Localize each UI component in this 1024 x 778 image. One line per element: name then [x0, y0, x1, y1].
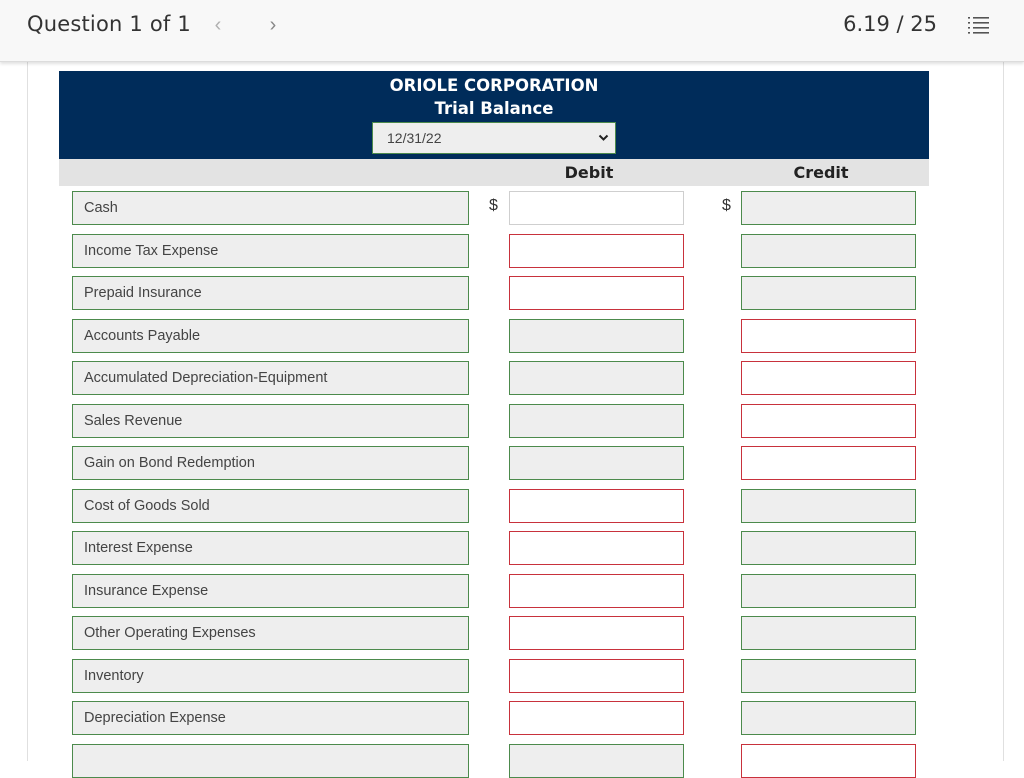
- table-row: [0, 616, 1024, 650]
- credit-amount-input[interactable]: [741, 574, 916, 608]
- debit-amount-input[interactable]: [509, 319, 684, 353]
- debit-dollar-sign: $: [489, 197, 498, 214]
- table-row: [0, 191, 1024, 225]
- credit-amount-input[interactable]: [741, 234, 916, 268]
- account-name-field[interactable]: Insurance Expense: [72, 574, 469, 608]
- credit-amount-input[interactable]: [741, 404, 916, 438]
- credit-amount-input[interactable]: [741, 701, 916, 735]
- account-name-field[interactable]: Cost of Goods Sold: [72, 489, 469, 523]
- score-display: 6.19 / 25: [843, 12, 937, 36]
- credit-amount-input[interactable]: [741, 319, 916, 353]
- debit-amount-input[interactable]: [509, 276, 684, 310]
- account-name-field[interactable]: Prepaid Insurance: [72, 276, 469, 310]
- statement-header: [59, 71, 929, 159]
- debit-amount-input[interactable]: [509, 744, 684, 778]
- table-row: [0, 446, 1024, 480]
- table-row: [0, 574, 1024, 608]
- debit-amount-input[interactable]: [509, 361, 684, 395]
- table-row: [0, 276, 1024, 310]
- account-name-field[interactable]: Cash: [72, 191, 469, 225]
- credit-column-header: Credit: [793, 163, 849, 182]
- statement-title: Trial Balance: [434, 99, 554, 118]
- date-dropdown[interactable]: [372, 122, 616, 154]
- debit-amount-input[interactable]: [509, 616, 684, 650]
- table-row: [0, 404, 1024, 438]
- account-name-field[interactable]: Other Operating Expenses: [72, 616, 469, 650]
- table-row: [0, 489, 1024, 523]
- credit-amount-input[interactable]: [741, 659, 916, 693]
- debit-amount-input[interactable]: [509, 191, 684, 225]
- credit-amount-input[interactable]: [741, 276, 916, 310]
- credit-amount-input[interactable]: [741, 531, 916, 565]
- debit-amount-input[interactable]: [509, 659, 684, 693]
- table-row: [0, 659, 1024, 693]
- debit-amount-input[interactable]: [509, 234, 684, 268]
- account-name-field[interactable]: Interest Expense: [72, 531, 469, 565]
- credit-amount-input[interactable]: [741, 744, 916, 778]
- account-name-field[interactable]: Gain on Bond Redemption: [72, 446, 469, 480]
- next-question-button[interactable]: ›: [269, 14, 277, 36]
- account-name-field[interactable]: Inventory: [72, 659, 469, 693]
- column-header-band: [59, 159, 929, 186]
- table-row: [0, 531, 1024, 565]
- table-row: [0, 744, 1024, 778]
- debit-amount-input[interactable]: [509, 701, 684, 735]
- question-counter: Question 1 of 1: [27, 12, 191, 36]
- table-row: [0, 234, 1024, 268]
- debit-amount-input[interactable]: [509, 531, 684, 565]
- credit-amount-input[interactable]: [741, 191, 916, 225]
- company-name: ORIOLE CORPORATION: [389, 76, 599, 95]
- credit-dollar-sign: $: [722, 197, 731, 214]
- date-dropdown-value: 12/31/22: [387, 130, 442, 146]
- credit-amount-input[interactable]: [741, 489, 916, 523]
- credit-amount-input[interactable]: [741, 446, 916, 480]
- account-name-field[interactable]: [72, 744, 469, 778]
- credit-amount-input[interactable]: [741, 361, 916, 395]
- account-name-field[interactable]: Sales Revenue: [72, 404, 469, 438]
- account-name-field[interactable]: Accumulated Depreciation-Equipment: [72, 361, 469, 395]
- credit-amount-input[interactable]: [741, 616, 916, 650]
- table-row: [0, 361, 1024, 395]
- account-name-field[interactable]: Accounts Payable: [72, 319, 469, 353]
- debit-column-header: Debit: [564, 163, 614, 182]
- table-row: [0, 701, 1024, 735]
- top-bar: [0, 0, 1024, 62]
- previous-question-button[interactable]: ‹: [214, 14, 222, 36]
- table-row: [0, 319, 1024, 353]
- list-menu-icon[interactable]: [967, 16, 989, 34]
- account-name-field[interactable]: Depreciation Expense: [72, 701, 469, 735]
- debit-amount-input[interactable]: [509, 404, 684, 438]
- debit-amount-input[interactable]: [509, 489, 684, 523]
- debit-amount-input[interactable]: [509, 574, 684, 608]
- account-name-field[interactable]: Income Tax Expense: [72, 234, 469, 268]
- debit-amount-input[interactable]: [509, 446, 684, 480]
